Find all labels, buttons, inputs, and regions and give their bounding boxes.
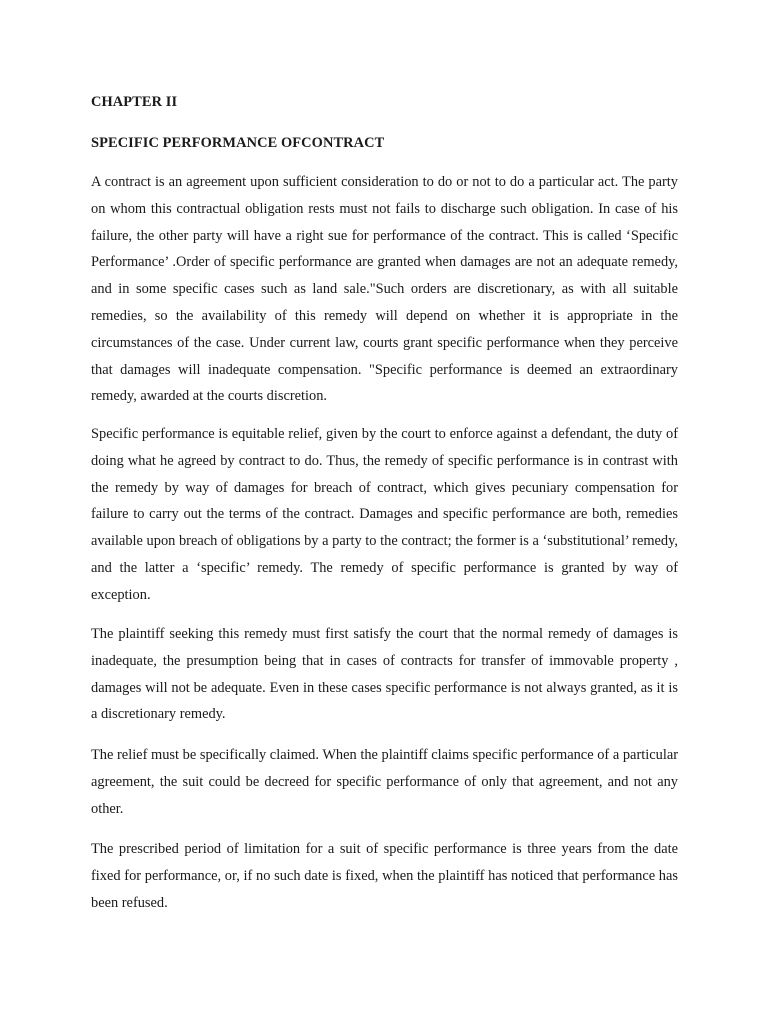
- paragraph-2: Specific performance is equitable relief, given by the court to enforce against a defendant, the duty of doing what he agreed by contract to do. Thus, the remedy of specific performance is in contrast with the remedy by way of damages for breach of contract, which gives pecuniary compensation for failure to carry out the terms of the contract. Damages and specific performance are both, remedies available upon breach of obligations by a party to the contract; the former is a ‘substitutional’ remedy, and the latter a ‘specific’ remedy. The remedy of specific performance is granted by way of exception.: [91, 426, 678, 603]
- paragraph-4: The relief must be specifically claimed. When the plaintiff claims specific performance of a particular agreement, the suit could be decreed for specific performance of only that agreement, and not any other.: [91, 747, 678, 817]
- document-page: [91, 0, 678, 1024]
- paragraph-5: The prescribed period of limitation for a suit of specific performance is three years from the date fixed for performance, or, if no such date is fixed, when the plaintiff has noticed that performance has been refused.: [91, 841, 678, 911]
- paragraph-1: A contract is an agreement upon sufficient consideration to do or not to do a particular act. The party on whom this contractual obligation rests must not fails to discharge such obligation. In case of his failure, the other party will have a right sue for performance of the contract. This is called ‘Specific Performance’ .Order of specific performance are granted when damages are not an adequate remedy, and in some specific cases such as land sale."Such orders are discretionary, as with all suitable remedies, so the availability of this remedy will depend on whether it is appropriate in the circumstances of the case. Under current law, courts grant specific performance when they perceive that damages will inadequate compensation. "Specific performance is deemed an extraordinary remedy, awarded at the courts discretion.: [91, 174, 678, 405]
- section-heading: SPECIFIC PERFORMANCE OFCONTRACT: [91, 135, 385, 151]
- chapter-title: CHAPTER II: [91, 94, 178, 110]
- paragraph-3: The plaintiff seeking this remedy must first satisfy the court that the normal remedy of damages is inadequate, the presumption being that in cases of contracts for transfer of immovable property , damages will not be adequate. Even in these cases specific performance is not always granted, as it is a discretionary remedy.: [91, 626, 678, 723]
